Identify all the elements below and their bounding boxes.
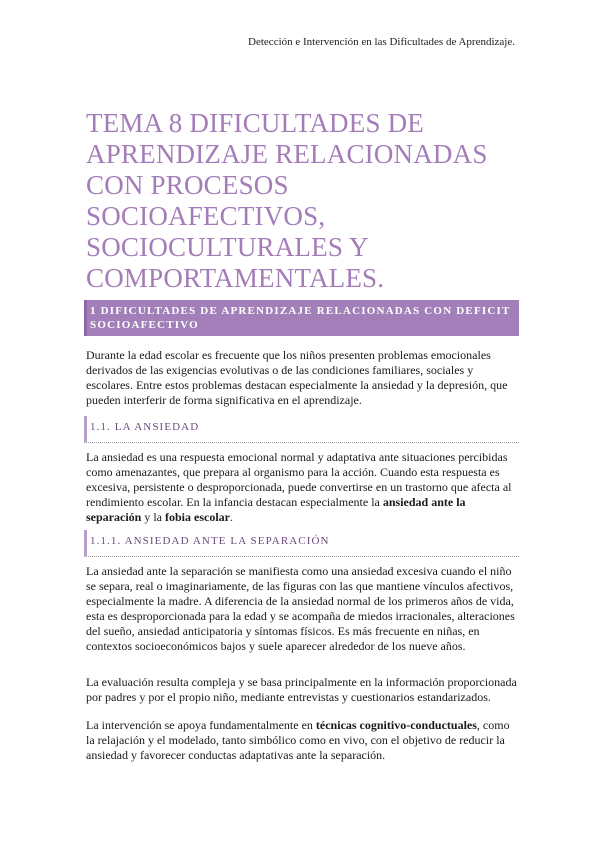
ansiedad-paragraph xyxy=(86,450,518,525)
section-intro-paragraph: Durante la edad escolar es frecuente que los niños presenten problemas emocionales derivados de las exigencias evolutivas o de las condiciones familiares, sociales y escolares. Entre estos problemas destacan especialmente la ansiedad y la depresión, que pueden interferir de forma significativa en el aprendizaje. xyxy=(86,348,508,407)
title-line: SOCIOCULTURALES Y xyxy=(86,232,369,262)
subsection-heading-ansiedad xyxy=(84,416,519,443)
running-header: Detección e Intervención en las Dificultades de Aprendizaje. xyxy=(248,36,515,48)
subsection-heading-text: 1.1. LA ANSIEDAD xyxy=(90,421,200,433)
bold-term-separacion: ansiedad ante la separación xyxy=(86,495,466,524)
ansiedad-text-middle: y la xyxy=(141,510,166,524)
separacion-paragraph-1: La ansiedad ante la separación se manifiesta como una ansiedad excesiva cuando el niño se separa, real o imaginariamente, de las figuras con las que mantiene vínculos afectivos, especialmente la madre. A diferencia de la ansiedad normal de los primeros años de vida, esta es desproporcionada para la edad y se acompaña de miedos irracionales, alteraciones del sueño, ansiedad anticipatoria y síntomas físicos. Es más frecuente en niñas, en contextos socioeconómicos bajos y suele aparecer alrededor de los nueve años. xyxy=(86,564,515,653)
section-heading: 1 DIFICULTADES DE APRENDIZAJE RELACIONADAS CON DEFICIT SOCIOAFECTIVO xyxy=(90,305,511,331)
separacion-paragraph-3 xyxy=(86,718,518,763)
title-line: TEMA 8 DIFICULTADES DE xyxy=(86,108,424,138)
intervencion-text-start: La intervención se apoya fundamentalmente en xyxy=(86,718,316,732)
chapter-title xyxy=(86,108,526,294)
ansiedad-text-start: La ansiedad es una respuesta emocional normal y adaptativa ante situaciones percibidas como amenazantes, que prepara al organismo para la acción. Cuando esta respuesta es excesiva, persistente o desproporcionada, puede convertirse en un trastorno que afecta al rendimiento escolar. En la infancia destacan especialmente la xyxy=(86,450,512,509)
intervencion-text-end: , como la relajación y el modelado, tanto simbólico como en vivo, con el objetivo de reducir la ansiedad y favorecer conductas adaptativas ante la separación. xyxy=(86,718,510,762)
bold-term-fobia: fobia escolar xyxy=(165,510,231,524)
title-line: APRENDIZAJE RELACIONADAS xyxy=(86,139,488,169)
section-heading-band xyxy=(84,300,519,336)
title-line: SOCIOAFECTIVOS, xyxy=(86,201,326,231)
title-line: CON PROCESOS xyxy=(86,170,289,200)
ansiedad-text-end: . xyxy=(230,510,234,524)
separacion-paragraph-2: La evaluación resulta compleja y se basa principalmente en la información proporcionada por padres y por el propio niño, mediante entrevistas y cuestionarios estandarizados. xyxy=(86,675,517,704)
title-line: COMPORTAMENTALES. xyxy=(86,263,385,293)
subsubsection-heading-text: 1.1.1. ANSIEDAD ANTE LA SEPARACIÓN xyxy=(90,535,330,547)
bold-term-tecnicas: técnicas cognitivo-conductuales xyxy=(315,718,477,732)
subsubsection-heading-separacion xyxy=(84,530,519,557)
